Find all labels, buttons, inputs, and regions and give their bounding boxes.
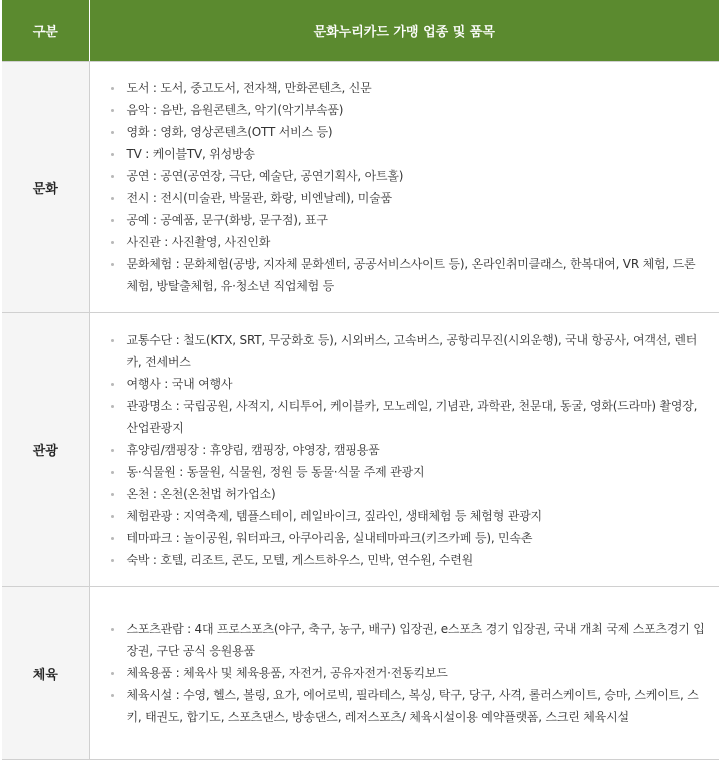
category-cell: 문화: [2, 62, 89, 313]
list-item: 온천 : 온천(온천법 허가업소): [108, 483, 706, 505]
category-column-header: 구분: [2, 0, 89, 62]
table-row-culture: [2, 62, 719, 313]
list-item: 스포츠관람 : 4대 프로스포츠(야구, 축구, 농구, 배구) 입장권, e스포츠 경기 입장권, 국내 개최 국제 스포츠경기 입장권, 구단 공식 응원용품: [108, 618, 706, 662]
list-item: 휴양림/캠핑장 : 휴양림, 캠핑장, 야영장, 캠핑용품: [108, 439, 706, 461]
item-list: [108, 618, 706, 728]
items-cell: [89, 313, 719, 587]
list-item: 동·식물원 : 동물원, 식물원, 정원 등 동물·식물 주제 관광지: [108, 461, 706, 483]
list-item: 관광명소 : 국립공원, 사적지, 시티투어, 케이블카, 모노레일, 기념관, 과학관, 천문대, 동굴, 영화(드라마) 촬영장, 산업관광지: [108, 395, 706, 439]
list-item: 체험관광 : 지역축제, 템플스테이, 레일바이크, 짚라인, 생태체험 등 체험형 관광지: [108, 505, 706, 527]
table-row-sports: [2, 587, 719, 760]
items-column-header: 문화누리카드 가맹 업종 및 품목: [89, 0, 719, 62]
list-item: 영화 : 영화, 영상콘텐츠(OTT 서비스 등): [108, 121, 706, 143]
list-item: 체육시설 : 수영, 헬스, 볼링, 요가, 에어로빅, 필라테스, 복싱, 탁구, 당구, 사격, 롤러스케이트, 승마, 스케이트, 스키, 태권도, 합기도, 스포츠댄스, 방송댄스, 레저스포츠/ 체육시설이용 예약플랫폼, 스크린 체육시설: [108, 684, 706, 728]
list-item: 음악 : 음반, 음원콘텐츠, 악기(악기부속품): [108, 99, 706, 121]
list-item: 테마파크 : 놀이공원, 워터파크, 아쿠아리움, 실내테마파크(키즈카페 등), 민속촌: [108, 527, 706, 549]
items-cell: [89, 587, 719, 760]
merchant-category-table: [2, 0, 719, 760]
list-item: 도서 : 도서, 중고도서, 전자책, 만화콘텐츠, 신문: [108, 77, 706, 99]
item-list: [108, 329, 706, 571]
category-cell: 관광: [2, 313, 89, 587]
list-item: 전시 : 전시(미술관, 박물관, 화랑, 비엔날레), 미술품: [108, 187, 706, 209]
list-item: 사진관 : 사진촬영, 사진인화: [108, 231, 706, 253]
list-item: 교통수단 : 철도(KTX, SRT, 무궁화호 등), 시외버스, 고속버스, 공항리무진(시외운행), 국내 항공사, 여객선, 렌터카, 전세버스: [108, 329, 706, 373]
list-item: TV : 케이블TV, 위성방송: [108, 143, 706, 165]
items-cell: [89, 62, 719, 313]
list-item: 공연 : 공연(공연장, 극단, 예술단, 공연기획사, 아트홀): [108, 165, 706, 187]
table-header-row: [2, 0, 719, 62]
list-item: 체육용품 : 체육사 및 체육용품, 자전거, 공유자전거·전동킥보드: [108, 662, 706, 684]
list-item: 문화체험 : 문화체험(공방, 지자체 문화센터, 공공서비스사이트 등), 온라인취미클래스, 한복대여, VR 체험, 드론체험, 방탈출체험, 유·청소년 직업체험 등: [108, 253, 706, 297]
list-item: 여행사 : 국내 여행사: [108, 373, 706, 395]
list-item: 공예 : 공예품, 문구(화방, 문구점), 표구: [108, 209, 706, 231]
item-list: [108, 77, 706, 297]
table-row-tourism: [2, 313, 719, 587]
category-cell: 체육: [2, 587, 89, 760]
list-item: 숙박 : 호텔, 리조트, 콘도, 모텔, 게스트하우스, 민박, 연수원, 수련원: [108, 549, 706, 571]
